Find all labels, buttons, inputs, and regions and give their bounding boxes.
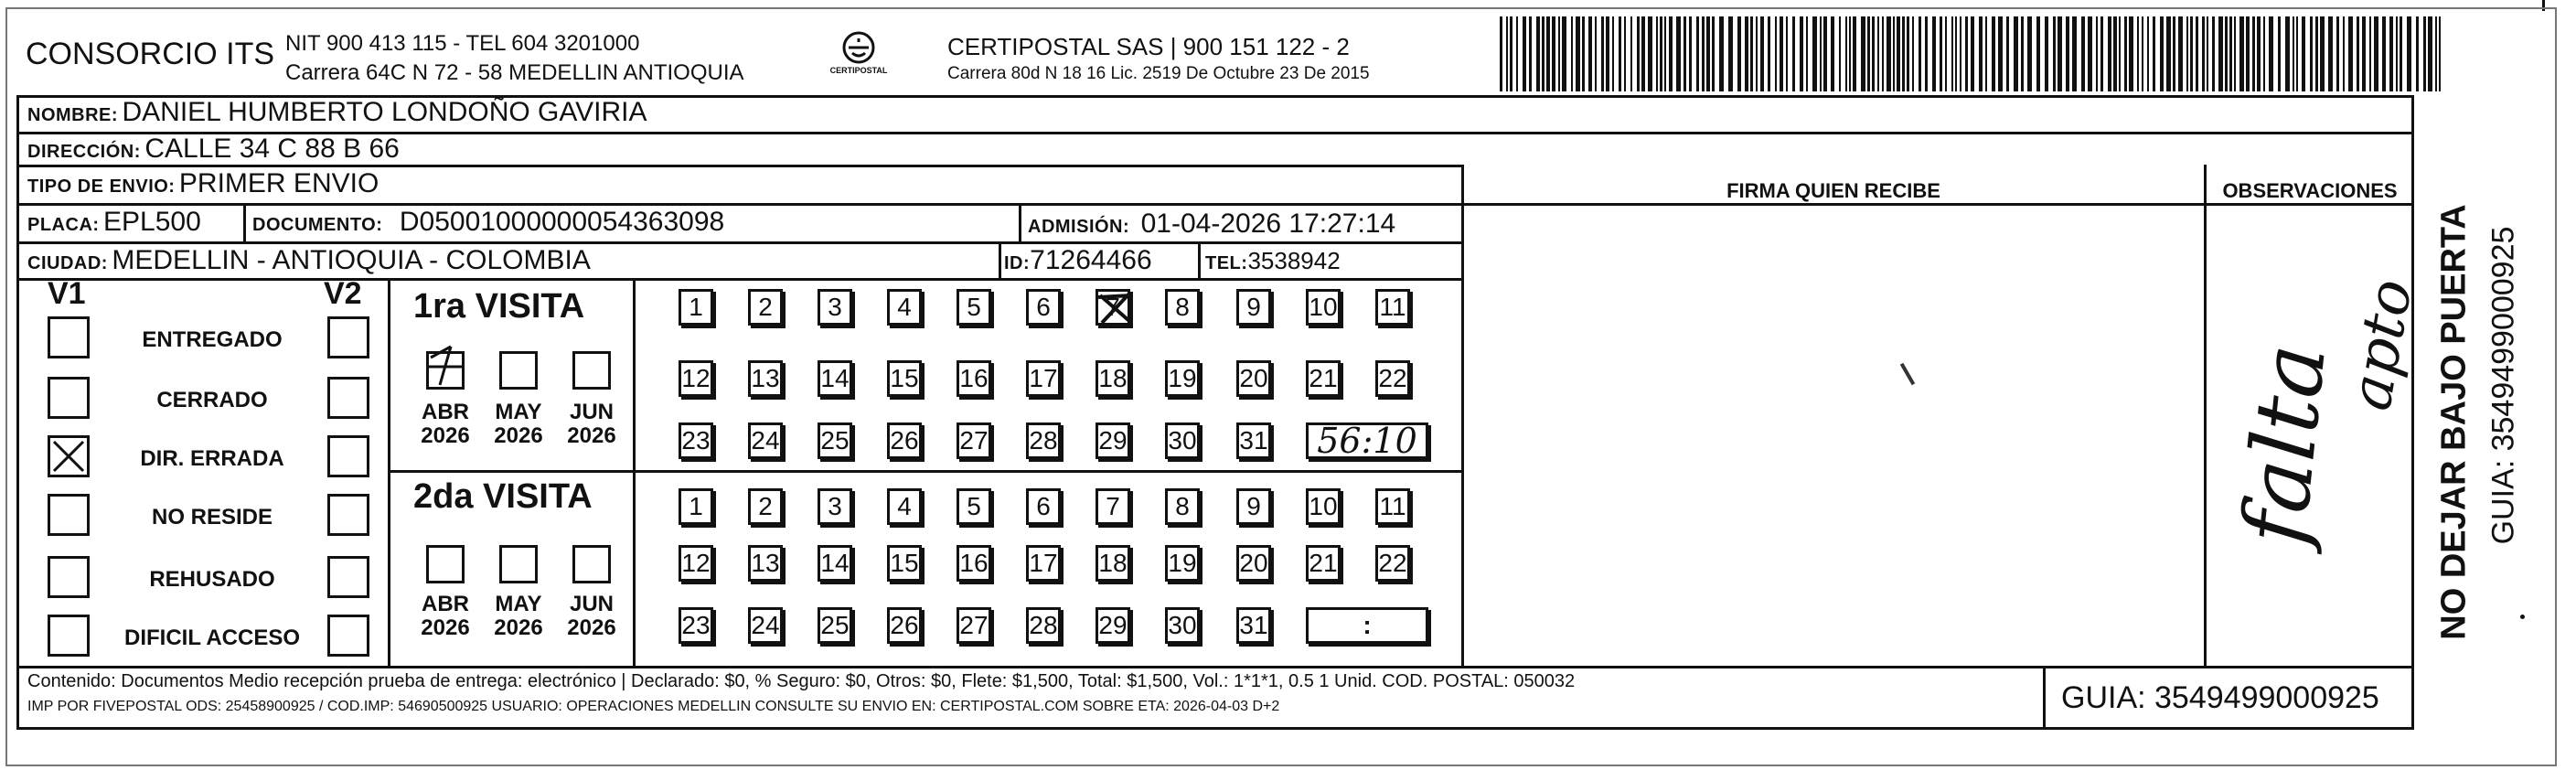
company-address: Carrera 64C N 72 - 58 MEDELLIN ANTIOQUIA (285, 60, 744, 85)
month-year: 2026 (494, 615, 543, 640)
month-label (560, 401, 624, 448)
month-name: JUN (569, 592, 614, 616)
day-box[interactable]: 3 (818, 289, 852, 326)
month-label (486, 401, 550, 448)
month-label (486, 593, 550, 640)
sep-placa (243, 203, 246, 241)
status-label: CERRADO (156, 388, 268, 412)
day-box[interactable]: 10 (1306, 289, 1341, 326)
day-box[interactable]: 24 (748, 607, 783, 644)
ciudad-label: CIUDAD: (27, 253, 108, 273)
footer-content-line: Contenido: Documentos Medio recepción prueba de entrega: electrónico | Declarado: $0, % Seguro: $0, Otros: $0, Flete: $1,500, Total: $1,500, Vol.: 1*1*1, 0.5 1 Unid. COD. POSTAL: 050032 (27, 671, 1576, 691)
tipo-value: PRIMER ENVIO (178, 168, 379, 198)
month-year: 2026 (421, 615, 470, 640)
col-obs-left (2204, 165, 2207, 668)
month-name: MAY (495, 400, 542, 424)
day-box[interactable]: 20 (1236, 545, 1271, 582)
day-box[interactable]: 30 (1165, 607, 1200, 644)
postal-name: CERTIPOSTAL SAS | 900 151 122 - 2 (947, 33, 1350, 60)
documento-value: D05001000000054363098 (399, 207, 725, 237)
placa-cell (27, 207, 201, 238)
direccion-row (27, 134, 400, 165)
day-box[interactable]: 31 (1236, 607, 1271, 644)
day-box[interactable]: 11 (1375, 289, 1410, 326)
v1-checkbox[interactable] (48, 316, 90, 358)
first-visit-time-box[interactable]: 56:10 (1306, 422, 1428, 459)
day-box[interactable]: 17 (1026, 360, 1061, 397)
day-box[interactable]: 25 (818, 607, 852, 644)
company-nit: NIT 900 413 115 - TEL 604 3201000 (285, 31, 640, 56)
day-box[interactable]: 27 (957, 607, 991, 644)
v1-checkbox[interactable] (48, 556, 90, 598)
month-name: JUN (569, 400, 614, 424)
day-box[interactable]: 23 (679, 422, 713, 459)
day-box[interactable]: 19 (1165, 360, 1200, 397)
v2-checkbox[interactable] (327, 316, 369, 358)
day-box[interactable]: 13 (748, 545, 783, 582)
month-name: ABR (422, 592, 469, 616)
month-year: 2026 (567, 423, 616, 448)
day-box[interactable]: 18 (1096, 360, 1130, 397)
postal-license: Carrera 80d N 18 16 Lic. 2519 De Octubre 23 De 2015 (947, 64, 1370, 83)
id-label: ID: (1004, 253, 1031, 273)
side-guia: GUIA: 3549499000925 (2485, 226, 2521, 545)
ciudad-value: MEDELLIN - ANTIOQUIA - COLOMBIA (112, 245, 591, 275)
handwritten-check-icon (423, 345, 467, 389)
col-firma-left (1461, 165, 1464, 668)
day-box[interactable]: 30 (1165, 422, 1200, 459)
documento-cell (252, 207, 724, 238)
day-box[interactable]: 9 (1236, 488, 1271, 525)
month-label (413, 401, 477, 448)
nombre-label: NOMBRE: (27, 105, 119, 125)
ciudad-cell (27, 245, 591, 276)
v2-checkbox[interactable] (327, 377, 369, 419)
day-box[interactable]: 21 (1306, 545, 1341, 582)
day-box[interactable]: 29 (1096, 422, 1130, 459)
direccion-value: CALLE 34 C 88 B 66 (144, 134, 400, 164)
status-label: ENTREGADO (142, 327, 283, 352)
day-box[interactable]: 2 (748, 289, 783, 326)
row-line-4 (16, 241, 1463, 244)
row-line-3 (16, 203, 2414, 206)
documento-label: DOCUMENTO: (252, 215, 383, 235)
status-label: DIFICIL ACCESO (123, 626, 300, 650)
month-label (413, 593, 477, 640)
v2-checkbox[interactable] (327, 615, 369, 657)
tel-cell (1205, 247, 1341, 275)
day-box[interactable]: 5 (957, 289, 991, 326)
day-box[interactable]: 11 (1375, 488, 1410, 525)
tel-value: 3538942 (1247, 247, 1341, 274)
day-box[interactable]: 29 (1096, 607, 1130, 644)
observation-handwriting-1: falta (2222, 339, 2346, 550)
admision-cell (1028, 209, 1395, 240)
v2-checkbox[interactable] (327, 494, 369, 536)
v1-checkbox[interactable] (48, 615, 90, 657)
day-box[interactable]: 5 (957, 488, 991, 525)
month-year: 2026 (494, 423, 543, 448)
day-box[interactable]: 3 (818, 488, 852, 525)
second-visit-time-box[interactable]: : (1306, 607, 1428, 644)
day-box[interactable]: 19 (1165, 545, 1200, 582)
footer-imp-line: IMP POR FIVEPOSTAL ODS: 25458900925 / COD.IMP: 54690500925 USUARIO: OPERACIONES MEDELLIN CONSULTE SU ENVIO EN: CERTIPOSTAL.COM SOBRE ETA: 2026-04-03 D+2 (27, 699, 1280, 714)
day-box[interactable]: 20 (1236, 360, 1271, 397)
day-box[interactable]: 23 (679, 607, 713, 644)
tel-label: TEL: (1205, 253, 1248, 273)
day-box[interactable]: 8 (1165, 289, 1200, 326)
day-box[interactable]: 28 (1026, 422, 1061, 459)
day-box[interactable]: 2 (748, 488, 783, 525)
day-box[interactable]: 31 (1236, 422, 1271, 459)
day-x-mark-icon (1095, 288, 1135, 328)
month-year: 2026 (567, 615, 616, 640)
day-box[interactable]: 18 (1096, 545, 1130, 582)
id-value: 71264466 (1030, 245, 1152, 275)
company-name: CONSORCIO ITS (26, 37, 275, 71)
day-box[interactable]: 12 (679, 545, 713, 582)
day-box[interactable]: 7 (1096, 488, 1130, 525)
sep-tel (1198, 241, 1201, 278)
day-box[interactable]: 14 (818, 545, 852, 582)
sep-footer-guia (2043, 666, 2046, 730)
v2-checkbox[interactable] (327, 556, 369, 598)
admision-value: 01-04-2026 17:27:14 (1140, 209, 1396, 239)
direccion-label: DIRECCIÓN: (27, 142, 141, 162)
placa-label: PLACA: (27, 215, 100, 235)
nombre-value: DANIEL HUMBERTO LONDOÑO GAVIRIA (122, 97, 647, 127)
month-name: MAY (495, 592, 542, 616)
observaciones-header: OBSERVACIONES (2222, 179, 2398, 202)
day-box[interactable]: 8 (1165, 488, 1200, 525)
month-checkbox[interactable] (426, 545, 465, 583)
day-box[interactable]: 15 (887, 545, 922, 582)
day-box[interactable]: 15 (887, 360, 922, 397)
day-box[interactable]: 13 (748, 360, 783, 397)
day-box[interactable]: 4 (887, 488, 922, 525)
footer-top-line (16, 666, 2414, 668)
second-visit-title: 2da VISITA (413, 477, 593, 516)
sep-admision (1019, 203, 1021, 241)
month-checkbox[interactable] (499, 545, 538, 583)
day-box[interactable]: 25 (818, 422, 852, 459)
tipo-row (27, 168, 379, 199)
row-line-5 (16, 278, 1463, 281)
id-cell (1004, 245, 1152, 276)
day-box[interactable]: 26 (887, 607, 922, 644)
day-box[interactable]: 1 (679, 488, 713, 525)
nombre-row (27, 97, 647, 128)
v2-header: V2 (324, 276, 362, 311)
day-box[interactable]: 12 (679, 360, 713, 397)
day-box[interactable]: 16 (957, 545, 991, 582)
logo-text: CERTIPOSTAL (829, 66, 888, 75)
v1-checkbox[interactable] (48, 377, 90, 419)
day-box[interactable]: 14 (818, 360, 852, 397)
v2-checkbox[interactable] (327, 435, 369, 477)
day-box[interactable]: 10 (1306, 488, 1341, 525)
day-box[interactable]: 7 (1096, 289, 1130, 326)
observation-handwriting-2: apto (2336, 273, 2426, 416)
month-checkbox[interactable] (426, 351, 465, 390)
placa-value: EPL500 (103, 207, 201, 237)
status-label: REHUSADO (149, 567, 275, 592)
sep-status (388, 278, 390, 668)
day-box[interactable]: 6 (1026, 289, 1061, 326)
sep-id (999, 241, 1001, 278)
day-box[interactable]: 21 (1306, 360, 1341, 397)
day-box[interactable]: 9 (1236, 289, 1271, 326)
month-checkbox[interactable] (499, 351, 538, 390)
day-box[interactable]: 22 (1375, 545, 1410, 582)
v1-header: V1 (48, 276, 86, 311)
tipo-label: TIPO DE ENVIO: (27, 176, 176, 197)
day-box[interactable]: 6 (1026, 488, 1061, 525)
status-label: DIR. ERRADA (140, 446, 284, 471)
day-box[interactable]: 16 (957, 360, 991, 397)
firma-header: FIRMA QUIEN RECIBE (1726, 179, 1940, 202)
no-dejar-warning: NO DEJAR BAJO PUERTA (2434, 204, 2474, 640)
row-line-2 (16, 165, 1463, 167)
sep-visits (388, 470, 1463, 473)
admision-label: ADMISIÓN: (1028, 217, 1130, 237)
month-year: 2026 (421, 423, 470, 448)
v1-checkbox[interactable] (48, 494, 90, 536)
status-label: NO RESIDE (151, 505, 273, 529)
month-checkbox[interactable] (572, 545, 611, 583)
side-dot (2520, 615, 2525, 619)
day-box[interactable]: 17 (1026, 545, 1061, 582)
first-visit-title: 1ra VISITA (413, 287, 585, 326)
footer-guia: GUIA: 3549499000925 (2061, 680, 2379, 715)
v1-checkbox[interactable] (48, 435, 90, 477)
day-box[interactable]: 24 (748, 422, 783, 459)
month-name: ABR (422, 400, 469, 424)
day-box[interactable]: 27 (957, 422, 991, 459)
day-box[interactable]: 22 (1375, 360, 1410, 397)
day-box[interactable]: 1 (679, 289, 713, 326)
day-box[interactable]: 28 (1026, 607, 1061, 644)
month-checkbox[interactable] (572, 351, 611, 390)
day-box[interactable]: 26 (887, 422, 922, 459)
sep-visit-title (633, 278, 636, 668)
day-box[interactable]: 4 (887, 289, 922, 326)
x-mark-icon (50, 438, 87, 475)
month-label (560, 593, 624, 640)
